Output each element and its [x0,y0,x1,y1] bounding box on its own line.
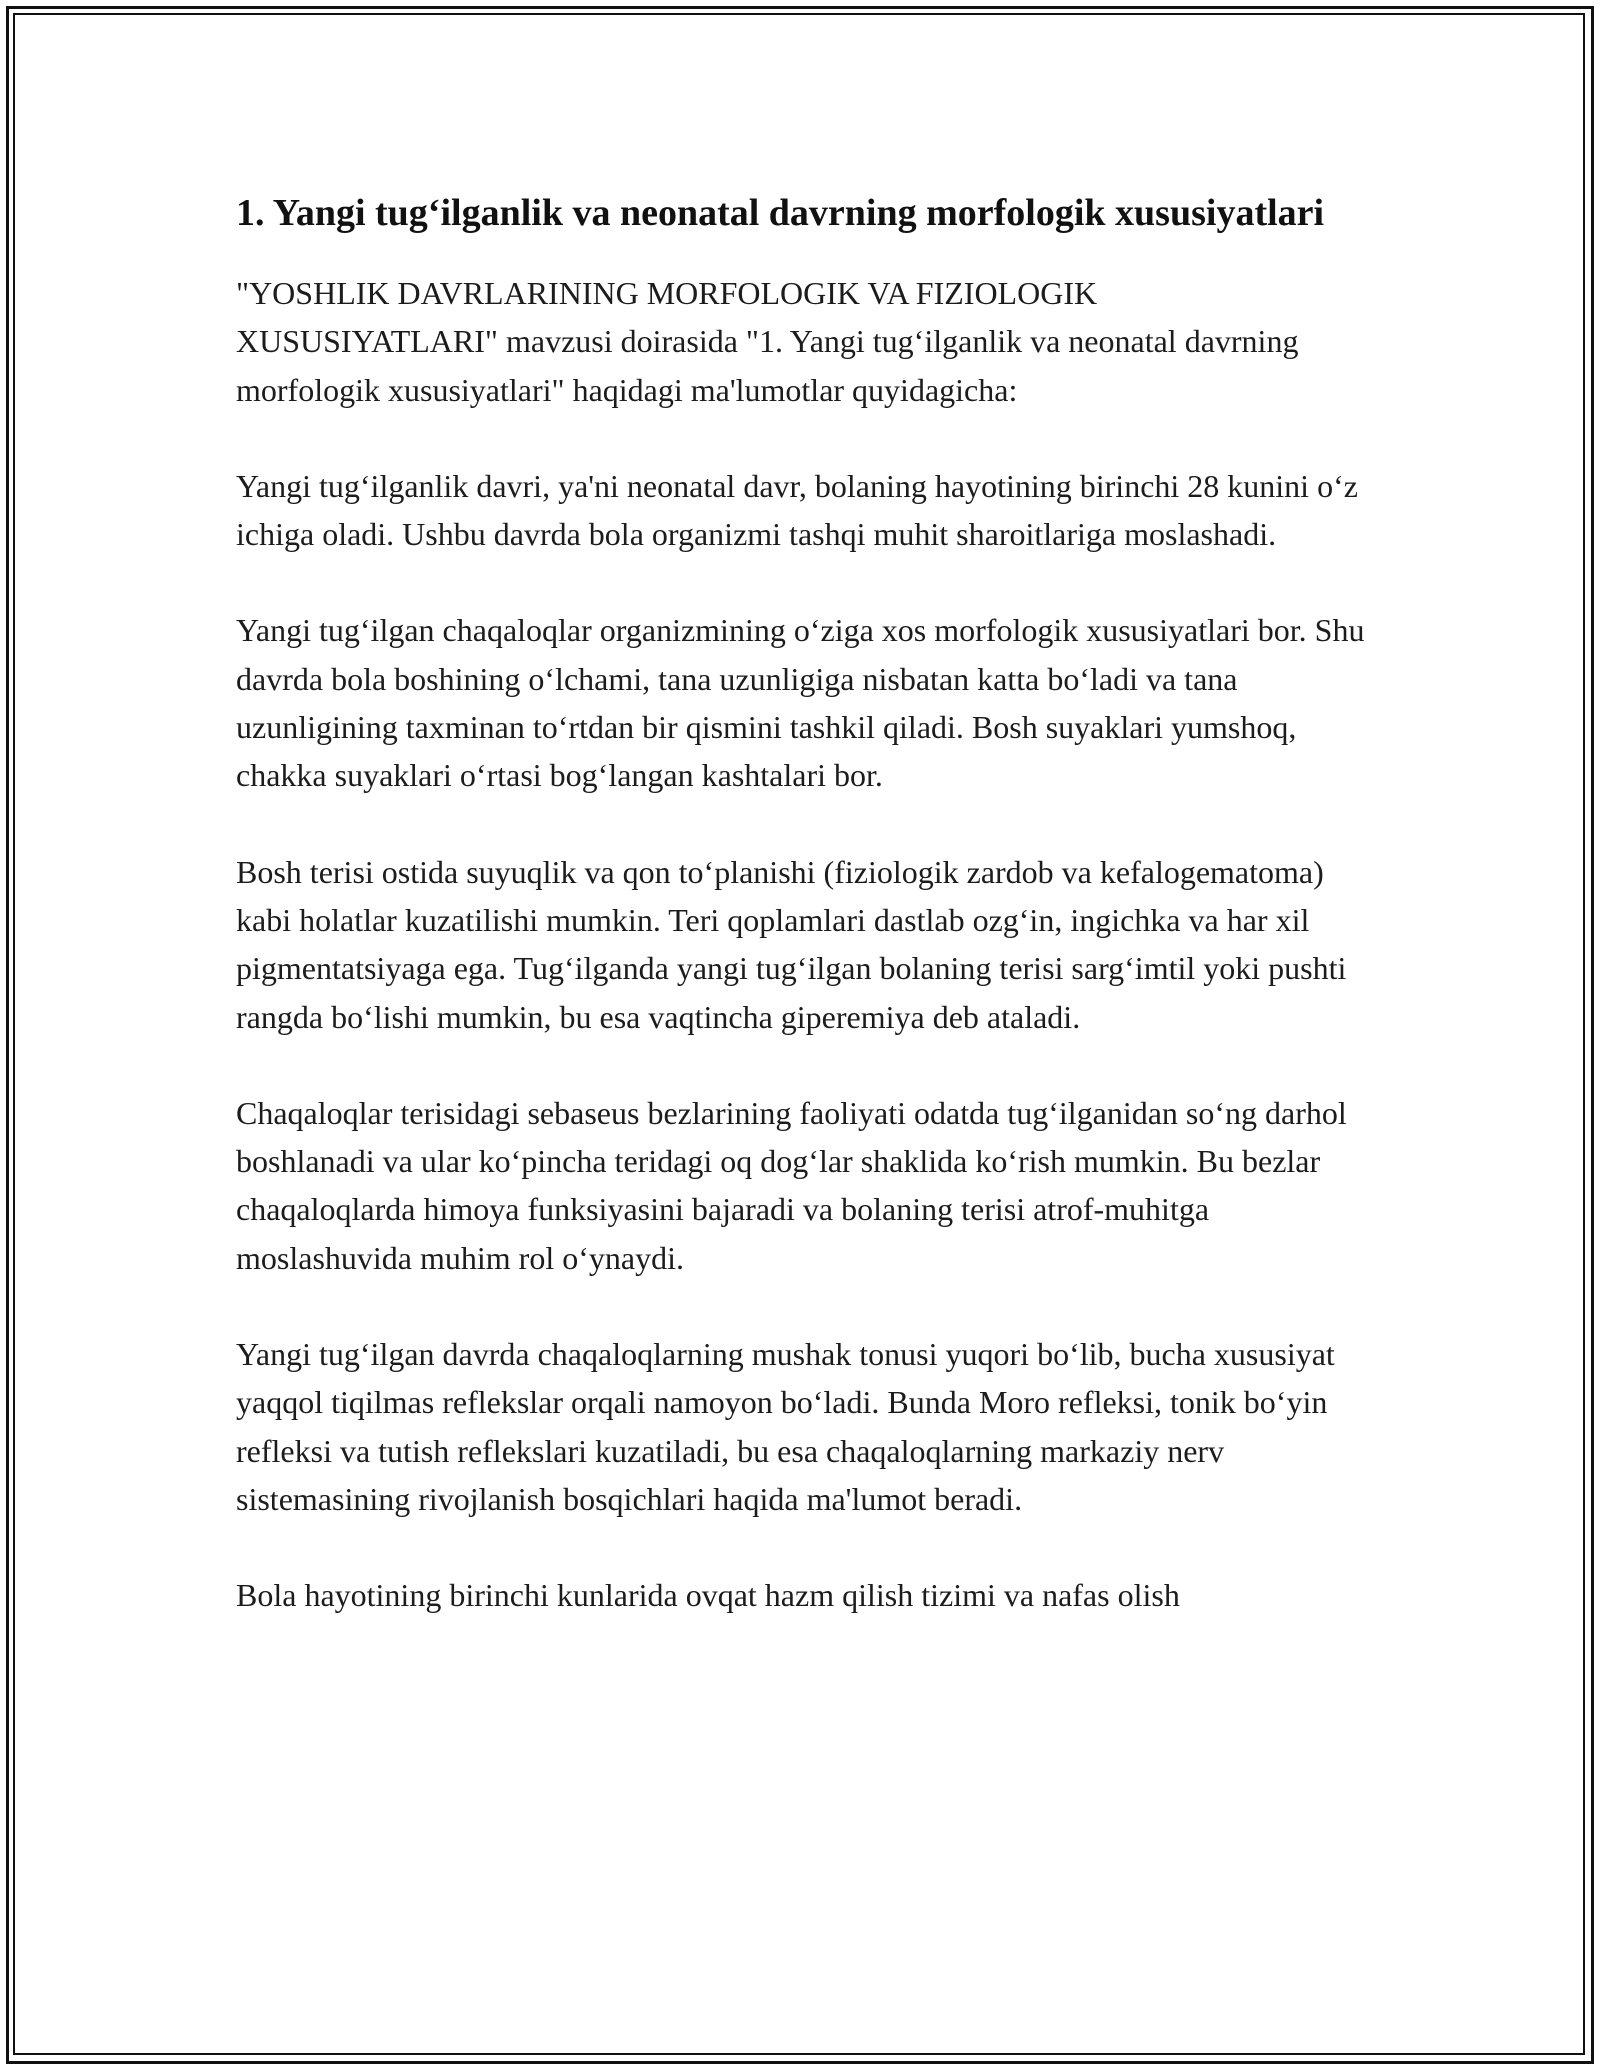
document-title: 1. Yangi tug‘ilganlik va neonatal davrning morfologik xususiyatlari [236,192,1325,234]
paragraph-skin: Bosh terisi ostida suyuqlik va qon to‘planishi (fiziologik zardob va kefalogematoma) kabi holatlar kuzatilishi mumkin. Teri qoplamlari dastlab ozg‘in, ingichka va har xil pigmentatsiyaga ega. Tug‘ilganda yangi tug‘ilgan bolaning terisi sarg‘imtil yoki pushti rangda bo‘lishi mumkin, bu esa vaqtincha giperemiya deb ataladi. [236,853,1347,1035]
paragraph-neonatal-period: Yangi tug‘ilganlik davri, ya'ni neonatal davr, bolaning hayotining birinchi 28 kunini o‘z ichiga oladi. Ushbu davrda bola organizmi tashqi muhit sharoitlariga moslashadi. [236,467,1358,553]
paragraph-intro: "YOSHLIK DAVRLARINING MORFOLOGIK VA FIZIOLOGIK XUSUSIYATLARI" mavzusi doirasida "1. Yangi tug‘ilganlik va neonatal davrning morfologik xususiyatlari" haqidagi ma'lumotlar quyidagicha: [236,275,1299,408]
paragraph-morphology: Yangi tug‘ilgan chaqaloqlar organizmining o‘ziga xos morfologik xususiyatlari bor. Shu davrda bola boshining o‘lchami, tana uzunligiga nisbatan katta bo‘ladi va tana uzunligining taxminan to‘rtdan bir qismini tashkil qiladi. Bosh suyaklari yumshoq, chakka suyaklari o‘rtasi bog‘langan kashtalari bor. [236,612,1365,794]
paragraph-digestion: Bola hayotining birinchi kunlarida ovqat hazm qilish tizimi va nafas olish [236,1577,1180,1614]
document-body [236,185,1366,1668]
paragraph-sebaceous-glands: Chaqaloqlar terisidagi sebaseus bezlarining faoliyati odatda tug‘ilganidan so‘ng darhol boshlanadi va ular ko‘pincha teridagi oq dog‘lar shaklida ko‘rish mumkin. Bu bezlar chaqaloqlarda himoya funksiyasini bajaradi va bolaning terisi atrof-muhitga moslashuvida muhim rol o‘ynaydi. [236,1094,1347,1276]
paragraph-reflexes: Yangi tug‘ilgan davrda chaqaloqlarning mushak tonusi yuqori bo‘lib, bucha xususiyat yaqqol tiqilmas reflekslar orqali namoyon bo‘ladi. Bunda Moro refleksi, tonik bo‘yin refleksi va tutish reflekslari kuzatiladi, bu esa chaqaloqlarning markaziy nerv sistemasining rivojlanish bosqichlari haqida ma'lumot beradi. [236,1336,1335,1517]
